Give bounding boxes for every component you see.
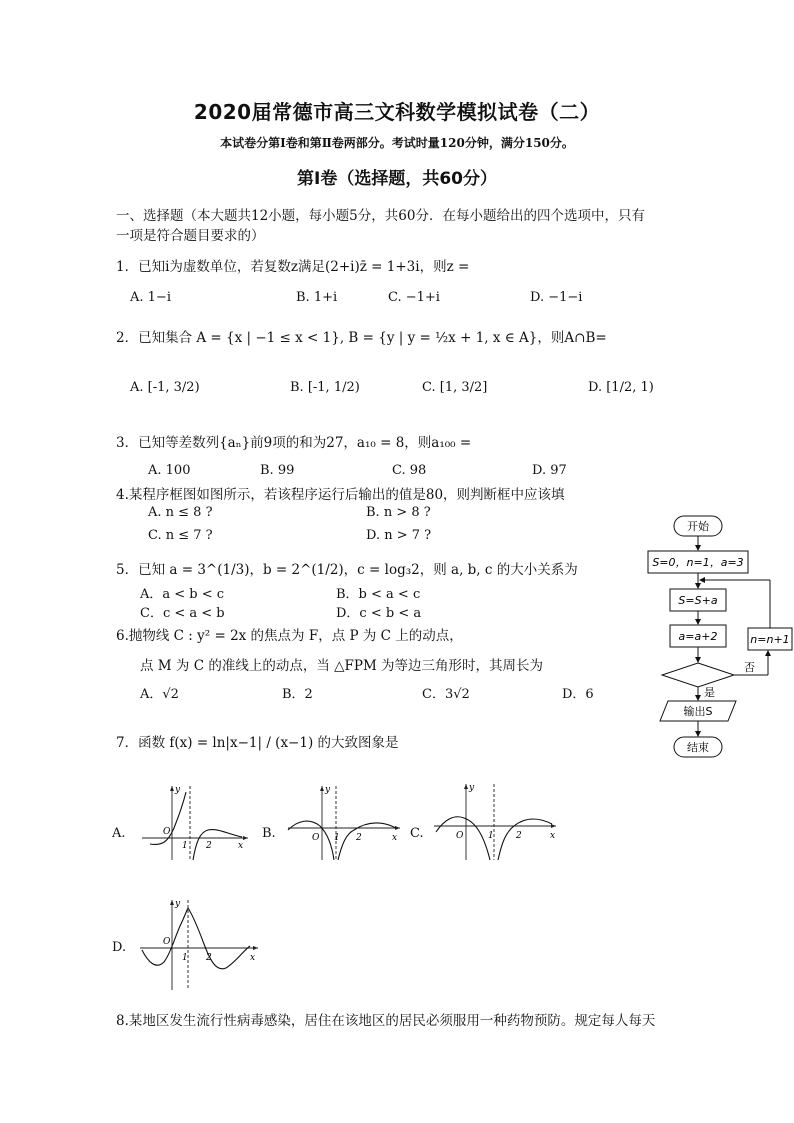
graph-b-tick-2: 2: [356, 833, 362, 843]
flow-decision-node: [662, 663, 734, 687]
graph-c-x-label: x: [550, 831, 556, 841]
page-title: 2020届常德市高三文科数学模拟试卷（二）: [193, 100, 601, 124]
question-8: 8.某地区发生流行性病毒感染，居住在该地区的居民必须服用一种药物预防。规定每人每天: [116, 1013, 656, 1029]
graph-b-y-label: y: [325, 785, 331, 795]
q6-option-c: C．3√2: [422, 687, 470, 702]
question-6-line2: 点 M 为 C 的准线上的动点，当 △FPM 为等边三角形时，其周长为: [140, 658, 544, 674]
question-5: 5．已知 a = 3^(1/3)，b = 2^(1/2)，c = log₃2，则 a, b, c 的大小关系为: [116, 562, 578, 578]
question-6: 6.抛物线 C : y² = 2x 的焦点为 F，点 P 为 C 上的动点，: [116, 628, 463, 644]
q1-option-c: C. −1+i: [388, 290, 440, 305]
graph-d-y-label: y: [175, 899, 181, 909]
flow-sum-text: S=S+a: [678, 594, 718, 607]
flow-increment-n-text: n=n+1: [750, 633, 790, 646]
q4-option-a: A. n ≤ 8 ?: [148, 505, 213, 520]
q7-option-b-label: B.: [262, 826, 276, 841]
q7-graph-b: [284, 782, 404, 862]
flow-start-text: 开始: [687, 520, 709, 533]
graph-b-origin-label: O: [312, 833, 320, 843]
q2-option-b: B. [-1, 1/2): [290, 380, 360, 395]
flow-yes-label: 是: [704, 686, 715, 699]
q7-option-c-label: C.: [410, 826, 424, 841]
q4-option-c: C. n ≤ 7 ?: [148, 528, 213, 543]
q7-graph-c: [432, 780, 560, 862]
graph-d-x-label: x: [250, 953, 256, 963]
q3-option-a: A. 100: [148, 463, 191, 478]
graph-b-tick-1: 1: [334, 833, 340, 843]
graph-d-tick-2: 2: [206, 953, 212, 963]
q4-option-b: B. n > 8 ?: [366, 505, 431, 520]
question-4: 4.某程序框图如图所示，若该程序运行后输出的值是80，则判断框中应该填: [116, 487, 565, 503]
graph-b-x-label: x: [392, 833, 398, 843]
flow-output-text: 输出S: [683, 705, 713, 718]
flow-init-text: S=0，n=1，a=3: [652, 556, 744, 569]
graph-a-tick-1: 1: [182, 841, 188, 851]
graph-c-y-label: y: [469, 783, 475, 793]
q3-option-d: D. 97: [532, 463, 567, 478]
graph-a-tick-2: 2: [206, 841, 212, 851]
q5-option-c: C．c < a < b: [140, 606, 225, 621]
graph-c-tick-1: 1: [488, 831, 494, 841]
flow-increment-a-text: a=a+2: [678, 630, 718, 643]
graph-c-tick-2: 2: [516, 831, 522, 841]
graph-c-origin-label: O: [456, 831, 464, 841]
question-7: 7．函数 f(x) = ln|x−1| / (x−1) 的大致图象是: [116, 735, 399, 751]
graph-d-tick-1: 1: [182, 953, 188, 963]
graph-a-origin-label: O: [163, 827, 171, 837]
section-instruction-line2: 一项是符合题目要求的）: [116, 228, 265, 244]
flow-no-label: 否: [744, 661, 755, 674]
q6-option-b: B．2: [282, 687, 313, 702]
q7-graph-d: [138, 896, 262, 992]
question-2: 2．已知集合 A = {x | −1 ≤ x < 1}, B = {y | y = ½x + 1, x ∈ A}，则A∩B=: [116, 330, 607, 346]
q5-option-d: D．c < b < a: [336, 606, 422, 621]
q7-option-d-label: D.: [112, 940, 127, 955]
exam-info: 本试卷分第Ⅰ卷和第Ⅱ卷两部分。考试时量120分钟，满分150分。: [220, 136, 574, 150]
q7-graph-a: [138, 782, 252, 862]
q4-option-d: D. n > 7 ?: [366, 528, 432, 543]
q2-option-c: C. [1, 3/2]: [422, 380, 488, 395]
section-instruction-line1: 一、选择题（本大题共12小题，每小题5分，共60分．在每小题给出的四个选项中，只有: [116, 208, 645, 224]
q5-option-b: B．b < a < c: [336, 587, 421, 602]
program-flowchart: [640, 510, 794, 766]
q7-option-a-label: A.: [112, 826, 126, 841]
q2-option-a: A. [-1, 3/2): [130, 380, 200, 395]
question-3: 3．已知等差数列{aₙ}前9项的和为27，a₁₀ = 8，则a₁₀₀ =: [116, 435, 472, 451]
q3-option-b: B. 99: [260, 463, 295, 478]
q6-option-d: D．6: [562, 687, 594, 702]
flow-end-text: 结束: [687, 741, 709, 754]
q5-option-a: A．a < b < c: [140, 587, 225, 602]
q1-option-d: D. −1−i: [530, 290, 583, 305]
question-1: 1．已知i为虚数单位，若复数z满足(2+i)z̄ = 1+3i，则z =: [116, 259, 470, 275]
q1-option-a: A. 1−i: [130, 290, 171, 305]
q3-option-c: C. 98: [392, 463, 427, 478]
part-heading: 第Ⅰ卷（选择题，共60分）: [297, 169, 497, 189]
graph-a-x-label: x: [238, 841, 244, 851]
graph-a-y-label: y: [175, 785, 181, 795]
q1-option-b: B. 1+i: [296, 290, 338, 305]
q2-option-d: D. [1/2, 1): [588, 380, 654, 395]
q6-option-a: A．√2: [140, 687, 179, 702]
graph-d-origin-label: O: [163, 937, 171, 947]
